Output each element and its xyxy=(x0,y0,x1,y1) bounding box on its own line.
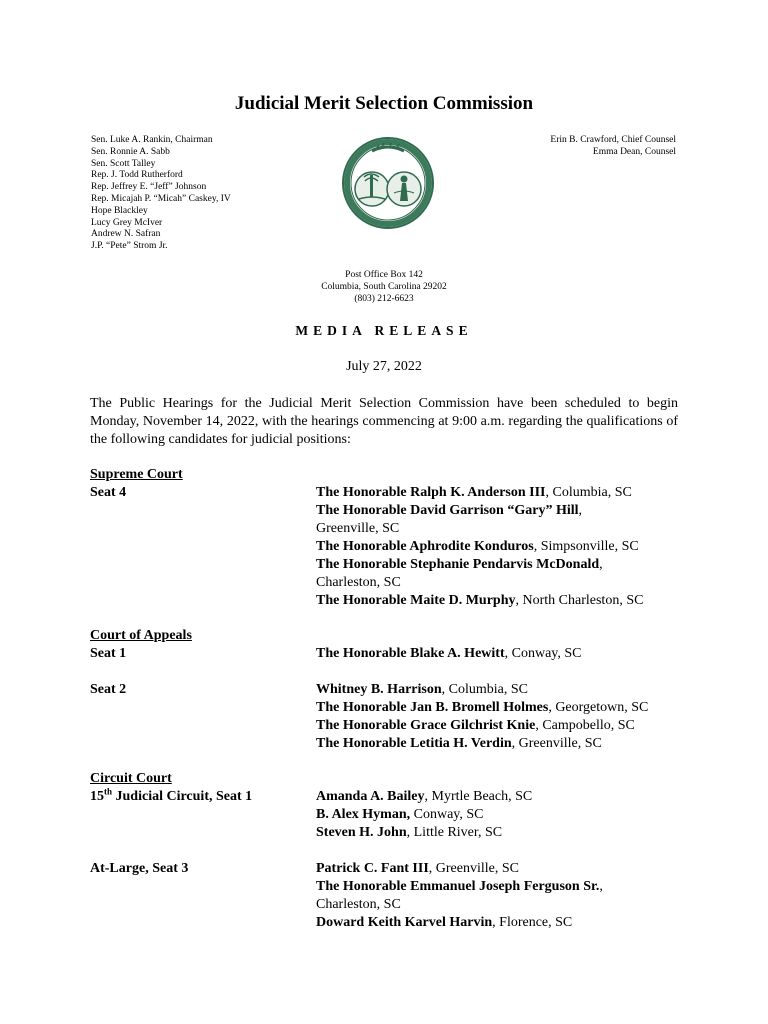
candidate-location: , Little River, SC xyxy=(406,825,503,840)
po-box: Post Office Box 142 xyxy=(345,270,423,280)
candidate-line xyxy=(316,824,502,842)
city-state-zip: Columbia, South Carolina 29202 xyxy=(321,281,447,292)
candidate-line xyxy=(316,484,632,502)
seat-label xyxy=(90,788,252,806)
circuit-number: 15 xyxy=(90,789,104,804)
candidate-name: The Honorable Jan B. Bromell Holmes xyxy=(316,700,549,715)
chief-counsel: Erin B. Crawford, Chief Counsel xyxy=(550,135,676,145)
counsel-list xyxy=(550,135,676,159)
candidate-name: The Honorable Aphrodite Konduros xyxy=(316,539,534,554)
candidate-name: The Honorable Blake A. Hewitt xyxy=(316,646,505,661)
candidate-name: The Honorable David Garrison “Gary” Hill xyxy=(316,503,579,518)
candidate-location: , Conway, SC xyxy=(504,646,582,661)
candidate-name: Steven H. John xyxy=(316,825,407,840)
member-name: J.P. “Pete” Strom Jr. xyxy=(91,241,168,252)
candidate-line xyxy=(316,681,528,699)
seat-label: At-Large, Seat 3 xyxy=(90,861,189,876)
candidate-line xyxy=(316,806,484,824)
candidate-name: The Honorable Letitia H. Verdin xyxy=(316,736,512,751)
candidate-location: , Simpsonville, SC xyxy=(533,539,639,554)
candidate-line xyxy=(316,502,582,520)
member-name: Sen. Scott Talley xyxy=(91,158,156,169)
candidate-location: , Greenville, SC xyxy=(428,861,519,876)
candidate-line xyxy=(316,860,519,878)
candidate-location: , Georgetown, SC xyxy=(548,700,649,715)
intro-paragraph: The Public Hearings for the Judicial Merit Selection Commission have been scheduled to begin Monday, November 14, 2022, with the hearings commencing at 9:00 a.m. regarding the qualifications of the following candidates for judicial positions: xyxy=(90,396,678,447)
candidate-line xyxy=(316,538,639,556)
candidate-line xyxy=(316,556,603,574)
candidate-location: Conway, SC xyxy=(410,807,484,822)
candidate-line xyxy=(316,645,582,663)
member-name: Lucy Grey McIver xyxy=(91,217,163,228)
member-name: Rep. Jeffrey E. “Jeff” Johnson xyxy=(91,182,207,193)
candidate-line xyxy=(316,592,643,610)
phone-number: (803) 212-6623 xyxy=(354,293,414,304)
candidate-location: , Columbia, SC xyxy=(441,682,528,697)
seat-label: Seat 1 xyxy=(90,646,127,661)
candidate-name: B. Alex Hyman, xyxy=(316,807,411,822)
candidate-location: Greenville, SC xyxy=(316,521,400,536)
document-title: Judicial Merit Selection Commission xyxy=(234,93,534,114)
candidate-location: , Myrtle Beach, SC xyxy=(424,789,533,804)
candidate-location: Charleston, SC xyxy=(316,575,401,590)
counsel: Emma Dean, Counsel xyxy=(592,146,676,157)
candidate-location: , xyxy=(599,879,603,894)
candidate-name: Amanda A. Bailey xyxy=(316,789,425,804)
candidate-line xyxy=(316,788,532,806)
candidate-location: , North Charleston, SC xyxy=(515,593,644,608)
media-release-heading: MEDIA RELEASE xyxy=(295,323,473,338)
candidate-name: The Honorable Emmanuel Joseph Ferguson Sr. xyxy=(316,879,600,894)
candidate-name: The Honorable Maite D. Murphy xyxy=(316,593,516,608)
candidate-location: , Florence, SC xyxy=(492,915,573,930)
state-seal-icon xyxy=(342,137,434,229)
candidate-location: Charleston, SC xyxy=(316,897,401,912)
member-name: Andrew N. Safran xyxy=(91,229,161,240)
candidate-location: , Greenville, SC xyxy=(511,736,602,751)
candidate-name: Doward Keith Karvel Harvin xyxy=(316,915,493,930)
seat-label-rest: Judicial Circuit, Seat 1 xyxy=(112,789,253,804)
section-heading-circuit-court: Circuit Court xyxy=(90,771,172,786)
seat-label: Seat 4 xyxy=(90,485,127,500)
candidate-name: The Honorable Stephanie Pendarvis McDonald xyxy=(316,557,600,572)
candidate-location: , Campobello, SC xyxy=(535,718,635,733)
candidate-location: , xyxy=(599,557,603,572)
candidate-line xyxy=(316,717,635,735)
section-heading-supreme-court: Supreme Court xyxy=(90,467,183,482)
candidate-name: Patrick C. Fant III xyxy=(316,861,429,876)
member-name: Rep. Micajah P. “Micah” Caskey, IV xyxy=(91,193,231,204)
member-name: Hope Blackley xyxy=(91,205,148,216)
commission-members-list xyxy=(91,135,231,253)
candidate-name: Whitney B. Harrison xyxy=(316,682,442,697)
member-name: Sen. Luke A. Rankin, Chairman xyxy=(91,135,213,145)
member-name: Sen. Ronnie A. Sabb xyxy=(91,146,170,157)
candidate-line xyxy=(316,735,602,753)
release-date: July 27, 2022 xyxy=(346,359,422,374)
candidate-location: , Columbia, SC xyxy=(545,485,632,500)
candidate-line xyxy=(316,878,603,896)
mailing-address xyxy=(0,270,768,305)
seat-label: Seat 2 xyxy=(90,682,127,697)
member-name: Rep. J. Todd Rutherford xyxy=(91,170,183,181)
candidate-line xyxy=(316,914,572,932)
candidate-location: , xyxy=(578,503,583,518)
candidate-name: The Honorable Grace Gilchrist Knie xyxy=(316,718,536,733)
ordinal-suffix: th xyxy=(104,786,113,797)
candidate-line xyxy=(316,699,648,717)
candidate-name: The Honorable Ralph K. Anderson III xyxy=(316,485,546,500)
section-heading-court-of-appeals: Court of Appeals xyxy=(90,628,192,643)
